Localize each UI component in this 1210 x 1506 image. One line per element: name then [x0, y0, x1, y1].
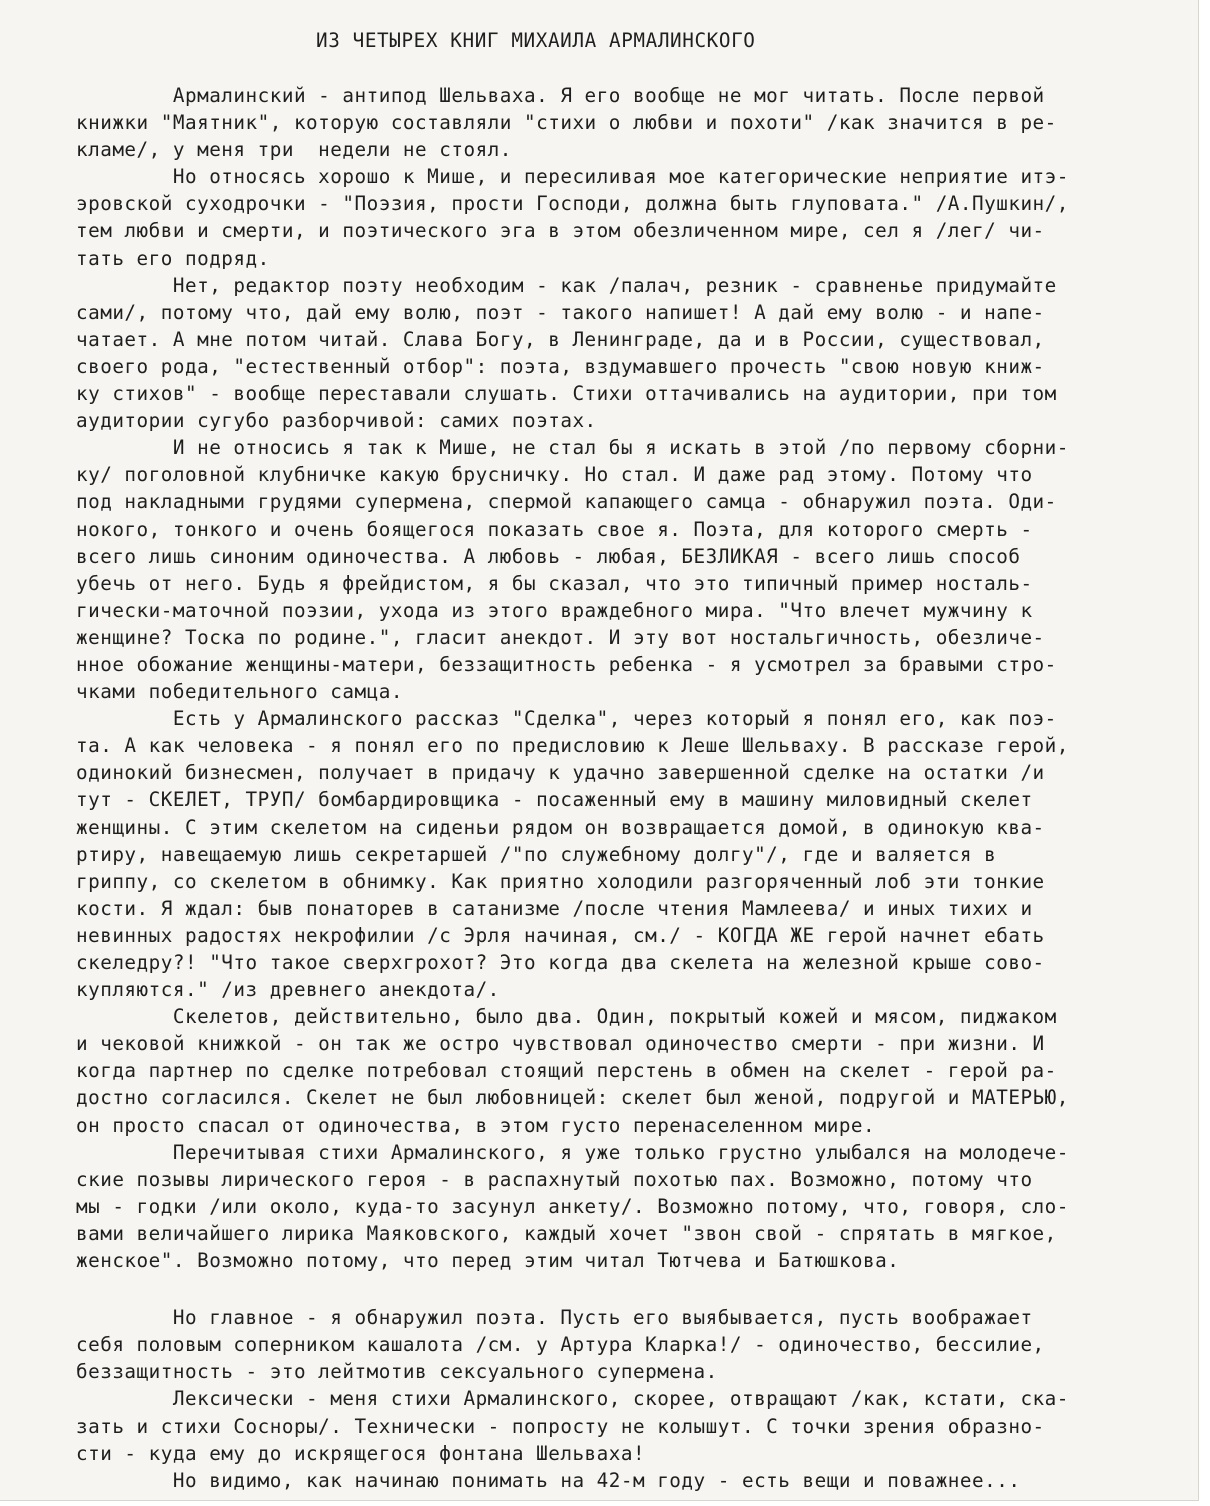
paragraph [76, 705, 1176, 1003]
text-line: зать и стихи Сосноры/. Технически - попросту не колышут. С точки зрения образно- [76, 1414, 1045, 1438]
text-line: И не относись я так к Мише, не стал бы я искать в этой /по первому сборни- [76, 436, 1069, 460]
document-body [76, 82, 1176, 1494]
text-line: та. А как человека - я понял его по предисловию к Леше Шельваху. В рассказе герой, [76, 734, 1069, 758]
text-line: книжки "Маятник", которую составляли "стихи о любви и похоти" /как значится в ре- [76, 111, 1057, 135]
text-line: сти - куда ему до искрящегося фонтана Шельваха! [76, 1441, 646, 1465]
text-line: он просто спасал от одиночества, в этом густо перенаселенном мире. [76, 1113, 876, 1137]
text-line: невинных радостях некрофилии /с Эрля начиная, см./ - КОГДА ЖЕ герой начнет ебать [76, 923, 1045, 947]
text-line: вами величайшего лирика Маяковского, каждый хочет "звон свой - спрятать в мягкое, [76, 1221, 1057, 1245]
text-line: ские позывы лирического героя - в распахнутый похотью пах. Возможно, потому что [76, 1167, 1033, 1191]
paragraph [76, 1304, 1176, 1385]
text-line: женское". Возможно потому, что перед этим читал Тютчева и Батюшкова. [76, 1249, 900, 1273]
text-line: Нет, редактор поэту необходим - как /палач, резник - сравненье придумайте [76, 273, 1057, 297]
text-line: сами/, потому что, дай ему волю, поэт - такого напишет! А дай ему волю - и напе- [76, 300, 1045, 324]
paragraph-gap [76, 1274, 1176, 1304]
text-line: гически-маточной поэзии, ухода из этого враждебного мира. "Что влечет мужчину к [76, 598, 1033, 622]
paragraph [76, 1139, 1176, 1274]
text-line: Скелетов, действительно, было два. Один, покрытый кожей и мясом, пиджаком [76, 1005, 1057, 1029]
text-line: когда партнер по сделке потребовал стоящий перстень в обмен на скелет - герой ра- [76, 1059, 1057, 1083]
text-line: чками победительного самца. [76, 680, 403, 704]
text-line: тут - СКЕЛЕТ, ТРУП/ бомбардировщика - посаженный ему в машину миловидный скелет [76, 788, 1033, 812]
text-line: Лексически - меня стихи Армалинского, скорее, отвращают /как, кстати, ска- [76, 1387, 1069, 1411]
paragraph [76, 1003, 1176, 1138]
text-line: Перечитывая стихи Армалинского, я уже только грустно улыбался на молодече- [76, 1140, 1069, 1164]
text-line: женщине? Тоска по родине.", гласит анекдот. И эту вот ностальгичность, обезличе- [76, 625, 1045, 649]
text-line: гриппу, со скелетом в обнимку. Как приятно холодили разгоряченный лоб эти тонкие [76, 869, 1045, 893]
paragraph [76, 434, 1176, 705]
text-line: достно согласился. Скелет не был любовницей: скелет был женой, подругой и МАТЕРЬЮ, [76, 1086, 1069, 1110]
text-line: мы - годки /или около, куда-то засунул анкету/. Возможно потому, что, говоря, сло- [76, 1194, 1069, 1218]
text-line: ку/ поголовной клубничке какую брусничку. Но стал. И даже рад этому. Потому что [76, 463, 1033, 487]
text-line: беззащитность - это лейтмотив сексуального супермена. [76, 1360, 718, 1384]
text-line: кости. Я ждал: быв понаторев в сатанизме /после чтения Мамлеева/ и иных тихих и [76, 896, 1033, 920]
text-line: убечь от него. Будь я фрейдистом, я бы сказал, что это типичный пример носталь- [76, 571, 1033, 595]
text-line: тать его подряд. [76, 246, 270, 270]
text-line: скеледру?! "Что такое сверхгрохот? Это когда два скелета на железной крыше сово- [76, 951, 1045, 974]
text-line: Но главное - я обнаружил поэта. Пусть его выябывается, пусть воображает [76, 1306, 1033, 1330]
text-line: чатает. А мне потом читай. Слава Богу, в Ленинграде, да и в России, существовал, [76, 327, 1045, 351]
text-line: купляются." /из древнего анекдота/. [76, 978, 500, 1002]
text-line: и чековой книжкой - он так же остро чувствовал одиночество смерти - при жизни. И [76, 1032, 1045, 1056]
paragraph [76, 272, 1176, 435]
text-line: себя половым соперником кашалота /см. у Артура Кларка!/ - одиночество, бессилие, [76, 1333, 1045, 1357]
paragraph [76, 163, 1176, 271]
text-line: ку стихов" - вообще переставали слушать. Стихи оттачивались на аудитории, при том [76, 382, 1057, 406]
text-line: под накладными грудями супермена, спермой капающего самца - обнаружил поэта. Оди- [76, 490, 1057, 514]
text-line: ртиру, навещаемую лишь секретаршей /"по служебному долгу"/, где и валяется в [76, 842, 997, 866]
text-line: нное обожание женщины-матери, беззащитность ребенка - я усмотрел за бравыми стро- [76, 652, 1057, 676]
text-line: Но видимо, как начинаю понимать на 42-м году - есть вещи и поважнее... [76, 1468, 1021, 1492]
text-line: кламе/, у меня три недели не стоял. [76, 138, 512, 162]
document-title: ИЗ ЧЕТЫРЕХ КНИГ МИХАИЛА АРМАЛИНСКОГО [316, 29, 756, 52]
paragraph [76, 1467, 1176, 1494]
paragraph [76, 1385, 1176, 1466]
text-line: своего рода, "естественный отбор": поэта, вздумавшего прочесть "свою новую книж- [76, 354, 1045, 378]
text-line: всего лишь синоним одиночества. А любовь - любая, БЕЗЛИКАЯ - всего лишь способ [76, 544, 1021, 568]
text-line: одинокий бизнесмен, получает в придачу к удачно завершенной сделке на остатки /и [76, 761, 1045, 785]
text-line: Но относясь хорошо к Мише, и пересиливая мое категорические неприятие итэ- [76, 165, 1069, 189]
text-line: нокого, тонкого и очень боящегося показать свое я. Поэта, для которого смерть - [76, 517, 1033, 541]
typewritten-text [76, 26, 1176, 1494]
text-line: женщины. С этим скелетом на сиденьи рядом он возвращается домой, в одинокую ква- [76, 815, 1045, 839]
text-line: Армалинский - антипод Шельваха. Я его вообще не мог читать. После первой [76, 84, 1045, 107]
text-line: Есть у Армалинского рассказ "Сделка", через который я понял его, как поэ- [76, 707, 1057, 731]
text-line: тем любви и смерти, и поэтического эга в этом обезличенном мире, сел я /лег/ чи- [76, 219, 1045, 243]
text-line: аудитории сугубо разборчивой: самих поэтах. [76, 409, 597, 433]
paragraph [76, 82, 1176, 163]
text-line: эровской суходрочки - "Поэзия, прости Господи, должна быть глуповата." /А.Пушкин/, [76, 192, 1069, 216]
